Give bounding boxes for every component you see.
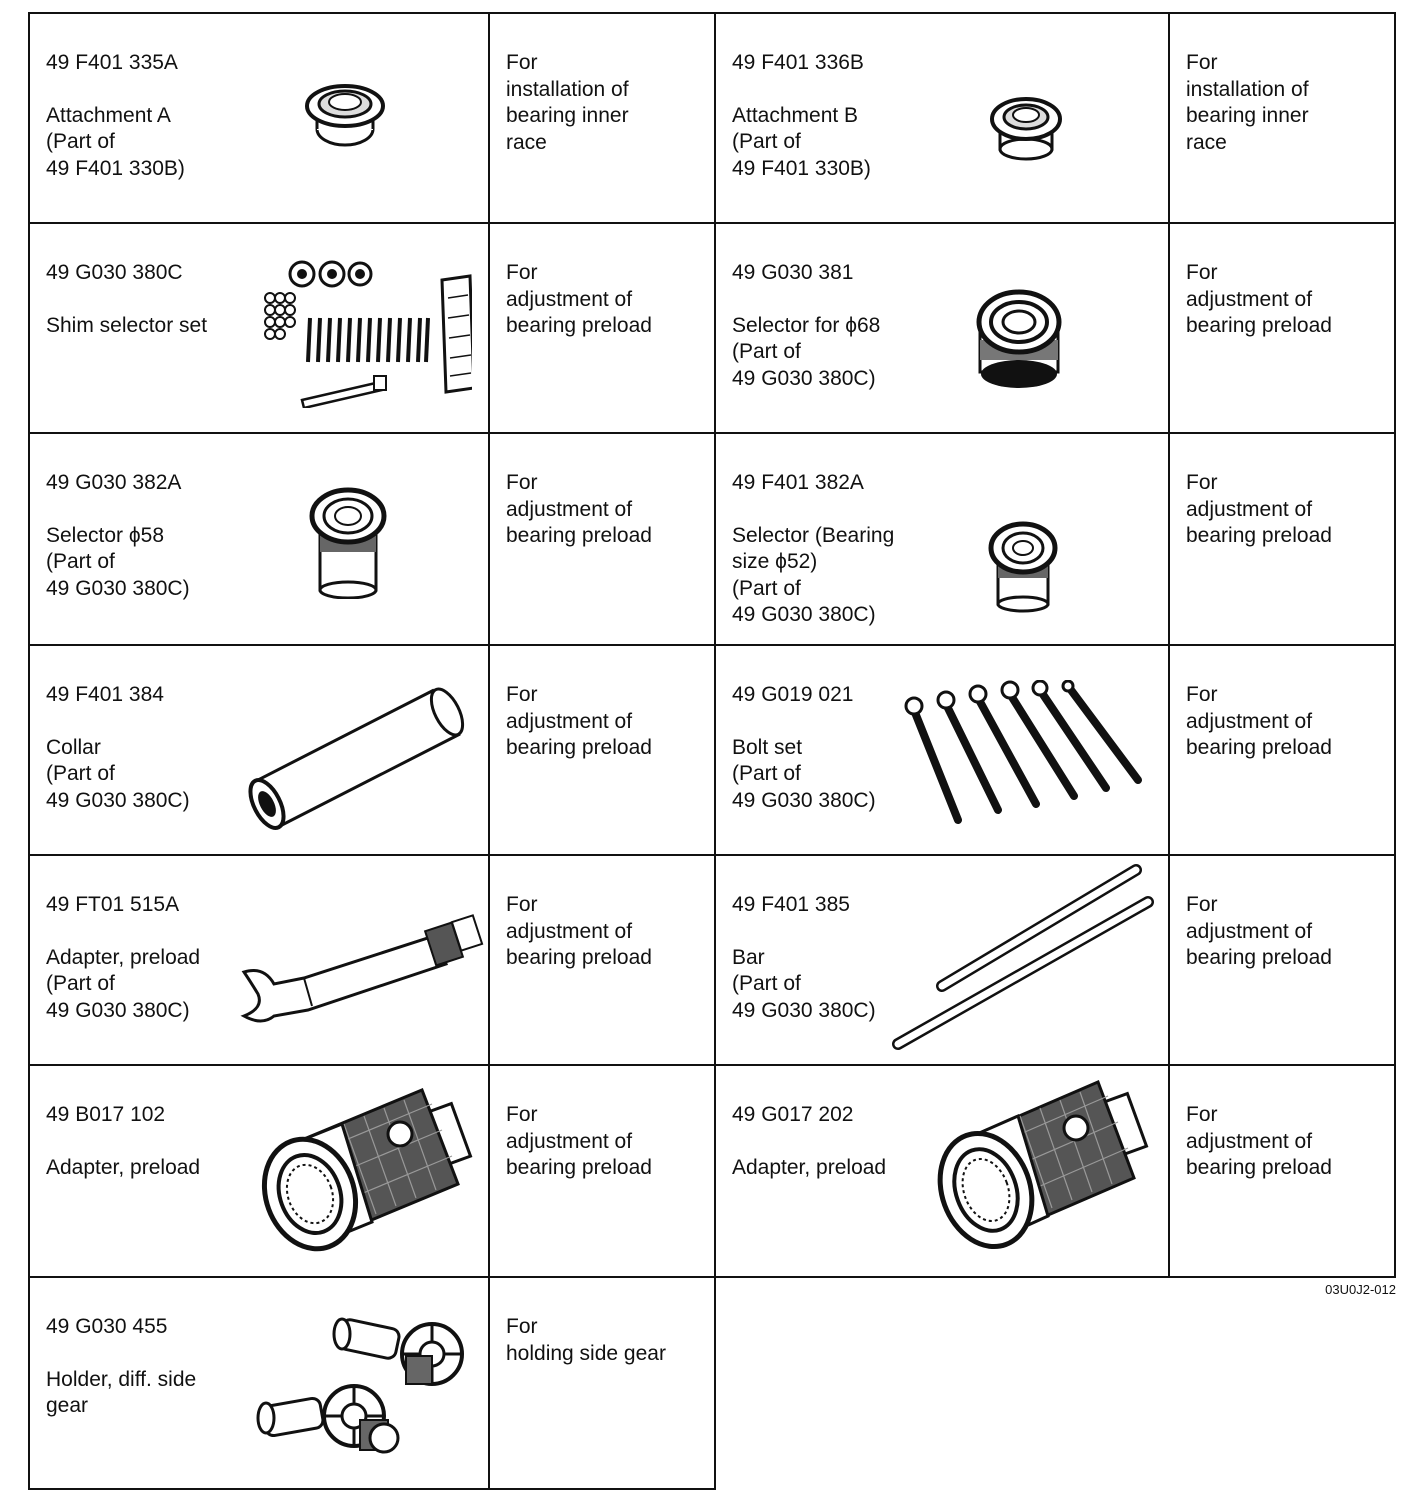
tool-number: 49 G030 380C <box>46 261 183 284</box>
table-row <box>28 1276 714 1490</box>
tool-use: For adjustment of bearing preload <box>506 471 652 547</box>
tool-use: For installation of bearing inner race <box>1186 51 1309 154</box>
use-cell <box>1168 432 1396 646</box>
tool-cell <box>28 1064 490 1278</box>
shim-selector-set-icon <box>262 258 472 408</box>
bolt-set-icon <box>902 680 1152 830</box>
use-cell <box>488 854 716 1066</box>
tool-name: Bolt set (Part of 49 G030 380C) <box>732 735 876 812</box>
tool-number: 49 G019 021 <box>732 683 854 706</box>
tool-cell <box>28 12 490 224</box>
attachment-b-icon <box>986 84 1066 164</box>
tool-cell <box>28 854 490 1066</box>
tool-number: 49 G030 381 <box>732 261 854 284</box>
knurled-adapter-icon <box>928 1074 1158 1274</box>
tool-text <box>732 1102 886 1181</box>
tool-use: For adjustment of bearing preload <box>506 261 652 337</box>
use-cell <box>488 1276 716 1490</box>
collar-icon <box>234 672 474 842</box>
tool-use: For installation of bearing inner race <box>506 51 629 154</box>
tool-number: 49 F401 384 <box>46 683 164 706</box>
tool-text <box>732 50 871 182</box>
tool-text <box>46 1102 200 1181</box>
tool-text <box>732 892 876 1024</box>
tool-text <box>46 1314 196 1420</box>
table-row <box>28 1064 1394 1278</box>
tool-cell <box>714 222 1170 434</box>
tool-number: 49 FT01 515A <box>46 893 180 916</box>
tool-cell <box>28 644 490 856</box>
tool-use: For adjustment of bearing preload <box>1186 893 1332 969</box>
tool-cell <box>714 432 1170 646</box>
tool-name: Selector (Bearing size ϕ52) (Part of 49 G030 380C) <box>732 523 895 626</box>
selector-52-icon <box>988 518 1058 614</box>
use-cell <box>1168 12 1396 224</box>
tool-text <box>732 470 894 629</box>
tool-cell <box>714 644 1170 856</box>
table-row <box>28 854 1394 1066</box>
tool-use: For adjustment of bearing preload <box>506 893 652 969</box>
tool-text <box>732 260 880 392</box>
use-cell <box>488 1064 716 1278</box>
tool-use: For adjustment of bearing preload <box>506 1103 652 1179</box>
use-cell <box>1168 222 1396 434</box>
tool-text <box>46 682 190 814</box>
use-cell <box>1168 1064 1396 1278</box>
tool-text <box>46 470 190 602</box>
tool-number: 49 B017 102 <box>46 1103 166 1126</box>
tool-number: 49 G030 382A <box>46 471 182 494</box>
tool-use: For adjustment of bearing preload <box>1186 261 1332 337</box>
tool-cell <box>714 854 1170 1066</box>
tool-cell <box>28 1276 490 1490</box>
side-gear-holder-icon <box>248 1304 478 1474</box>
figure-code: 03U0J2-012 <box>1325 1282 1396 1297</box>
tool-use: For adjustment of bearing preload <box>1186 683 1332 759</box>
use-cell <box>488 644 716 856</box>
tool-number: 49 F401 382A <box>732 471 864 494</box>
use-cell <box>1168 644 1396 856</box>
attachment-a-icon <box>300 74 390 154</box>
tool-name: Adapter, preload <box>46 1155 201 1179</box>
table-row <box>28 644 1394 856</box>
tool-name: Selector for ϕ68 (Part of 49 G030 380C) <box>732 313 881 390</box>
tool-number: 49 G030 455 <box>46 1315 168 1338</box>
tool-cell <box>714 12 1170 224</box>
tool-text <box>46 892 200 1024</box>
selector-68-icon <box>974 282 1064 392</box>
selector-58-icon <box>308 484 388 599</box>
tool-name: Holder, diff. side gear <box>46 1367 197 1417</box>
knurled-adapter-icon <box>252 1084 482 1274</box>
use-cell <box>1168 854 1396 1066</box>
tool-text <box>46 50 185 182</box>
tool-name: Bar (Part of 49 G030 380C) <box>732 945 876 1022</box>
tool-name: Adapter, preload <box>732 1155 887 1179</box>
tool-cell <box>28 432 490 646</box>
tool-text <box>46 260 207 339</box>
tool-number: 49 F401 385 <box>732 893 850 916</box>
use-cell <box>488 222 716 434</box>
tool-cell <box>714 1064 1170 1278</box>
tool-name: Attachment B (Part of 49 F401 330B) <box>732 103 871 180</box>
table-row <box>28 12 1394 224</box>
tool-number: 49 F401 336B <box>732 51 864 74</box>
tool-use: For holding side gear <box>506 1315 666 1365</box>
tool-use: For adjustment of bearing preload <box>506 683 652 759</box>
tool-use: For adjustment of bearing preload <box>1186 471 1332 547</box>
use-cell <box>488 432 716 646</box>
bar-icon <box>884 862 1168 1056</box>
table-row <box>28 432 1394 646</box>
preload-adapter-icon <box>234 912 484 1032</box>
tool-text <box>732 682 876 814</box>
tool-number: 49 F401 335A <box>46 51 178 74</box>
use-cell <box>488 12 716 224</box>
tool-use: For adjustment of bearing preload <box>1186 1103 1332 1179</box>
tool-cell <box>28 222 490 434</box>
table-row <box>28 222 1394 434</box>
tool-name: Shim selector set <box>46 313 208 337</box>
tool-name: Adapter, preload (Part of 49 G030 380C) <box>46 945 201 1022</box>
tool-name: Collar (Part of 49 G030 380C) <box>46 735 190 812</box>
tool-number: 49 G017 202 <box>732 1103 854 1126</box>
tool-name: Selector ϕ58 (Part of 49 G030 380C) <box>46 523 190 600</box>
tool-name: Attachment A (Part of 49 F401 330B) <box>46 103 185 180</box>
